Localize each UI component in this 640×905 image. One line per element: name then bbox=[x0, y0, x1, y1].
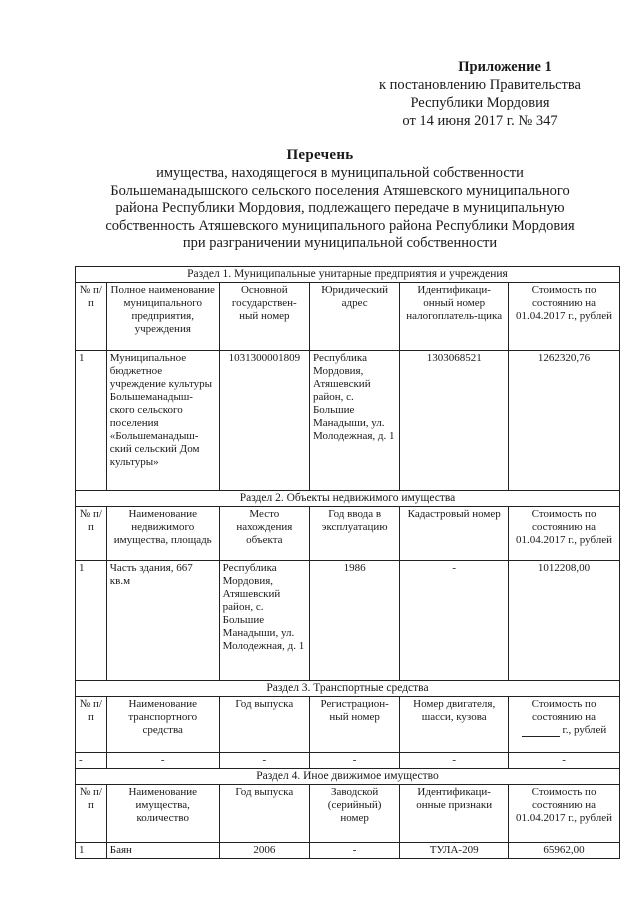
table-row bbox=[76, 843, 620, 859]
header-cell: Идентификаци-онный номер налогоплатель-щика bbox=[400, 283, 509, 351]
cost-value: 1262320,76 bbox=[509, 351, 620, 491]
table-row bbox=[76, 753, 620, 769]
legal-address: Республика Мордовия, Атяшевский район, с. Большие Манадыши, ул. Молодежная, д. 1 bbox=[309, 351, 399, 491]
header-cell: Год выпуска bbox=[219, 697, 309, 753]
engine-number: - bbox=[400, 753, 509, 769]
cost-value: 1012208,00 bbox=[509, 561, 620, 681]
header-cell: № п/п bbox=[76, 785, 107, 843]
row-number: - bbox=[76, 753, 107, 769]
section-1-header-row bbox=[76, 283, 620, 351]
header-cell: Юридический адрес bbox=[309, 283, 399, 351]
commission-year: 1986 bbox=[309, 561, 399, 681]
appendix-line-3: от 14 июня 2017 г. № 347 bbox=[402, 113, 558, 129]
table-row bbox=[76, 561, 620, 681]
header-cell: Год выпуска bbox=[219, 785, 309, 843]
subtitle-line: Большеманадышского сельского поселения Атяшевского муниципального bbox=[110, 182, 570, 199]
registration-number: - bbox=[309, 753, 399, 769]
row-number: 1 bbox=[76, 351, 107, 491]
section-2-title-row bbox=[76, 491, 620, 507]
cost-value: - bbox=[509, 753, 620, 769]
item-name: Баян bbox=[106, 843, 219, 859]
date-blank bbox=[522, 725, 560, 737]
document-subtitle bbox=[70, 165, 610, 253]
header-cell: Регистрацион-ный номер bbox=[309, 697, 399, 753]
section-2-header-row bbox=[76, 507, 620, 561]
header-cell: Номер двигателя, шасси, кузова bbox=[400, 697, 509, 753]
subtitle-line: при разграничении муниципальной собственности bbox=[182, 235, 498, 251]
section-4-header-row bbox=[76, 785, 620, 843]
header-cell: Наименование недвижимого имущества, площадь bbox=[106, 507, 219, 561]
header-cell: Стоимость по состоянию на 01.04.2017 г., рублей bbox=[509, 507, 620, 561]
section-title: Раздел 4. Иное движимое имущество bbox=[76, 769, 620, 785]
section-title: Раздел 2. Объекты недвижимого имущества bbox=[76, 491, 620, 507]
header-cell: Год ввода в эксплуатацию bbox=[309, 507, 399, 561]
appendix-line-2: Республики Мордовия bbox=[410, 95, 550, 111]
serial-number: - bbox=[309, 843, 399, 859]
release-year: - bbox=[219, 753, 309, 769]
section-4-title-row bbox=[76, 769, 620, 785]
cost-header-text: Стоимость по состоянию на bbox=[531, 698, 597, 723]
header-cell: Основной государствен-ный номер bbox=[219, 283, 309, 351]
table-row bbox=[76, 351, 620, 491]
header-cell: № п/п bbox=[76, 697, 107, 753]
ogrn-value: 1031300001809 bbox=[219, 351, 309, 491]
header-cell: Кадастровый номер bbox=[400, 507, 509, 561]
header-cell bbox=[509, 697, 620, 753]
header-cell: Место нахождения объекта bbox=[219, 507, 309, 561]
release-year: 2006 bbox=[219, 843, 309, 859]
cost-header-tail: г., рублей bbox=[562, 724, 607, 736]
section-3-header-row bbox=[76, 697, 620, 753]
subtitle-line: имущества, находящегося в муниципальной собственности bbox=[156, 165, 524, 181]
inn-value: 1303068521 bbox=[400, 351, 509, 491]
subtitle-line: района Республики Мордовия, подлежащего передаче в муниципальную bbox=[115, 200, 565, 216]
row-number: 1 bbox=[76, 843, 107, 859]
cadastral-number: - bbox=[400, 561, 509, 681]
enterprise-name: Муниципальное бюджетное учреждение культуры Большеманадыш-ского сельского поселения «Большеманадыш-ский сельский Дом культуры» bbox=[106, 351, 219, 491]
header-cell: № п/п bbox=[76, 283, 107, 351]
property-location: Республика Мордовия, Атяшевский район, с. Большие Манадыши, ул. Молодежная, д. 1 bbox=[219, 561, 309, 681]
property-name: Часть здания, 667 кв.м bbox=[106, 561, 219, 681]
cost-value: 65962,00 bbox=[509, 843, 620, 859]
header-cell: № п/п bbox=[76, 507, 107, 561]
document-heading: Перечень bbox=[286, 147, 354, 163]
appendix-line-1: к постановлению Правительства bbox=[379, 77, 581, 93]
subtitle-line: собственность Атяшевского муниципального района Республики Мордовия bbox=[105, 217, 575, 234]
header-cell: Стоимость по состоянию на 01.04.2017 г., рублей bbox=[509, 283, 620, 351]
section-3-title-row bbox=[76, 681, 620, 697]
header-cell: Полное наименование муниципального предприятия, учреждения bbox=[106, 283, 219, 351]
property-table bbox=[75, 266, 620, 859]
header-cell: Наименование транспортного средства bbox=[106, 697, 219, 753]
header-cell: Заводской (серийный) номер bbox=[309, 785, 399, 843]
section-title: Раздел 1. Муниципальные унитарные предприятия и учреждения bbox=[76, 267, 620, 283]
header-cell: Наименование имущества, количество bbox=[106, 785, 219, 843]
appendix-block bbox=[330, 58, 630, 130]
appendix-title: Приложение 1 bbox=[458, 59, 552, 75]
section-1-title-row bbox=[76, 267, 620, 283]
header-cell: Стоимость по состоянию на 01.04.2017 г., рублей bbox=[509, 785, 620, 843]
row-number: 1 bbox=[76, 561, 107, 681]
identification-marks: ТУЛА-209 bbox=[400, 843, 509, 859]
vehicle-name: - bbox=[106, 753, 219, 769]
section-title: Раздел 3. Транспортные средства bbox=[76, 681, 620, 697]
header-cell: Идентификаци-онные признаки bbox=[400, 785, 509, 843]
